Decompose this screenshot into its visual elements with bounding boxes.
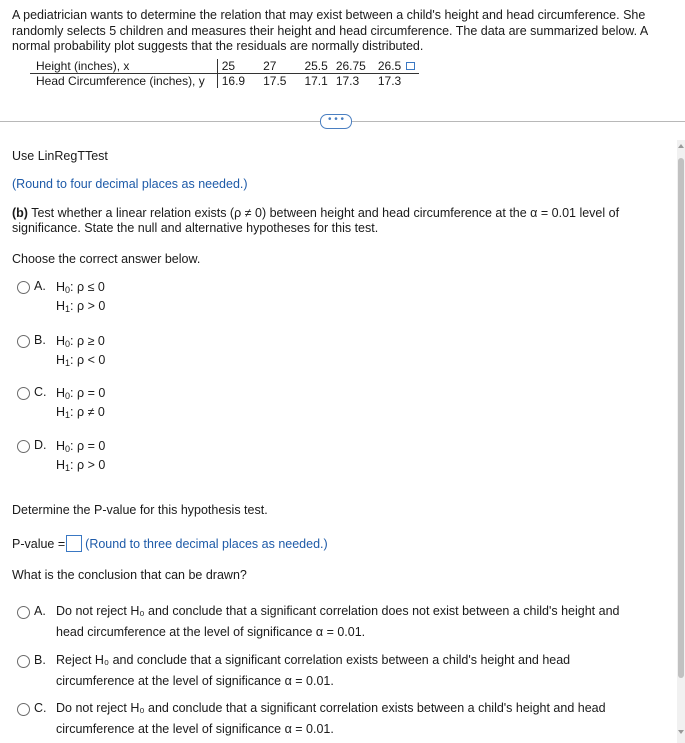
h1-text: ρ < 0 (77, 353, 106, 367)
option-letter: D. (34, 438, 47, 452)
round-note: (Round to four decimal places as needed.) (12, 177, 248, 191)
pvalue-row (12, 535, 328, 552)
table-cell-value: 26.5 (377, 59, 402, 73)
table-cell: 17.3 (377, 74, 402, 88)
part-b-label: (b) (12, 206, 28, 220)
table-cell: 17.5 (263, 74, 287, 88)
conclusion-line: circumference at the level of significance α = 0.01. (56, 722, 334, 736)
h0-text: ρ = 0 (77, 386, 106, 400)
table-cell: 16.9 (221, 74, 246, 88)
height-label: Height (inches), x (30, 59, 217, 74)
conclusion-text (56, 601, 656, 643)
table-cell: 17.3 (335, 74, 360, 88)
conclusion-text (56, 650, 656, 692)
option-letter: C. (34, 701, 47, 715)
radio-button[interactable] (17, 387, 30, 400)
null-hypothesis: $H_0$: ρ = 0 (56, 439, 106, 454)
height-row (30, 59, 419, 74)
radio-button[interactable] (17, 440, 30, 453)
data-table (30, 59, 419, 88)
alternative-hypothesis: $H_1$: ρ ≠ 0 (56, 405, 105, 420)
table-cell: 27 (249, 59, 290, 74)
part-b-text: Test whether a linear relation exists (ρ ≠ 0) between height and head circumference at the α = 0.01 level of significance. State the null and alternative hypotheses for this test. (12, 206, 620, 235)
table-cell: 25.5 (290, 59, 331, 74)
h0-text: ρ ≥ 0 (77, 334, 105, 348)
head-circumference-label: Head Circumference (inches), y (30, 74, 217, 89)
radio-button[interactable] (17, 655, 30, 668)
null-hypothesis: $H_0$: ρ = 0 (56, 386, 106, 401)
h1-text: ρ > 0 (77, 299, 106, 313)
conclusion-text (56, 698, 656, 740)
conclusion-line: Do not reject H₀ and conclude that a significant correlation does not exist between a child's height and (56, 604, 620, 618)
alternative-hypothesis: $H_1$: ρ > 0 (56, 458, 106, 473)
pvalue-round-note: (Round to three decimal places as needed.) (85, 537, 328, 551)
h1-text: ρ > 0 (77, 458, 106, 472)
scroll-down-arrow-icon[interactable] (678, 730, 684, 734)
conclusion-prompt: What is the conclusion that can be drawn? (12, 568, 247, 582)
conclusion-line: Reject H₀ and conclude that a significant correlation exists between a child's height and head (56, 653, 571, 667)
conclusion-line: head circumference at the level of significance α = 0.01. (56, 625, 366, 639)
head-circumference-row (30, 74, 419, 89)
alternative-hypothesis: $H_1$: ρ < 0 (56, 353, 106, 368)
expand-button[interactable]: • • • (320, 114, 352, 129)
scrollbar-thumb[interactable] (678, 158, 684, 678)
use-instruction: Use LinRegTTest (12, 149, 108, 163)
radio-button[interactable] (17, 281, 30, 294)
pvalue-label: P-value = (12, 537, 66, 551)
h0-text: ρ ≤ 0 (77, 280, 105, 294)
scroll-up-arrow-icon[interactable] (678, 144, 684, 148)
table-cell: 17.1 (304, 74, 328, 88)
option-letter: A. (34, 279, 46, 293)
copy-icon[interactable] (406, 62, 415, 70)
pvalue-prompt: Determine the P-value for this hypothesis test. (12, 503, 268, 517)
radio-button[interactable] (17, 703, 30, 716)
option-letter: C. (34, 385, 47, 399)
table-cell: 25 (217, 59, 249, 74)
choose-prompt: Choose the correct answer below. (12, 252, 201, 266)
option-letter: A. (34, 604, 46, 618)
radio-button[interactable] (17, 606, 30, 619)
null-hypothesis: $H_0$: ρ ≥ 0 (56, 334, 105, 349)
radio-button[interactable] (17, 335, 30, 348)
table-cell: 26.75 (332, 59, 370, 74)
h1-text: ρ ≠ 0 (77, 405, 105, 419)
option-letter: B. (34, 653, 46, 667)
pvalue-input[interactable] (66, 535, 82, 552)
alternative-hypothesis: $H_1$: ρ > 0 (56, 299, 106, 314)
conclusion-line: Do not reject H₀ and conclude that a significant correlation exists between a child's height and head (56, 701, 606, 715)
h0-text: ρ = 0 (77, 439, 106, 453)
table-cell (370, 59, 419, 74)
problem-statement: A pediatrician wants to determine the relation that may exist between a child's height and head circumference. She randomly selects 5 children and measures their height and head circumference. The data are summarized below. A normal probability plot suggests that the residuals are normally distributed. (12, 8, 648, 53)
part-b-question (12, 206, 662, 236)
null-hypothesis: $H_0$: ρ ≤ 0 (56, 280, 105, 295)
option-letter: B. (34, 333, 46, 347)
conclusion-line: circumference at the level of significance α = 0.01. (56, 674, 334, 688)
